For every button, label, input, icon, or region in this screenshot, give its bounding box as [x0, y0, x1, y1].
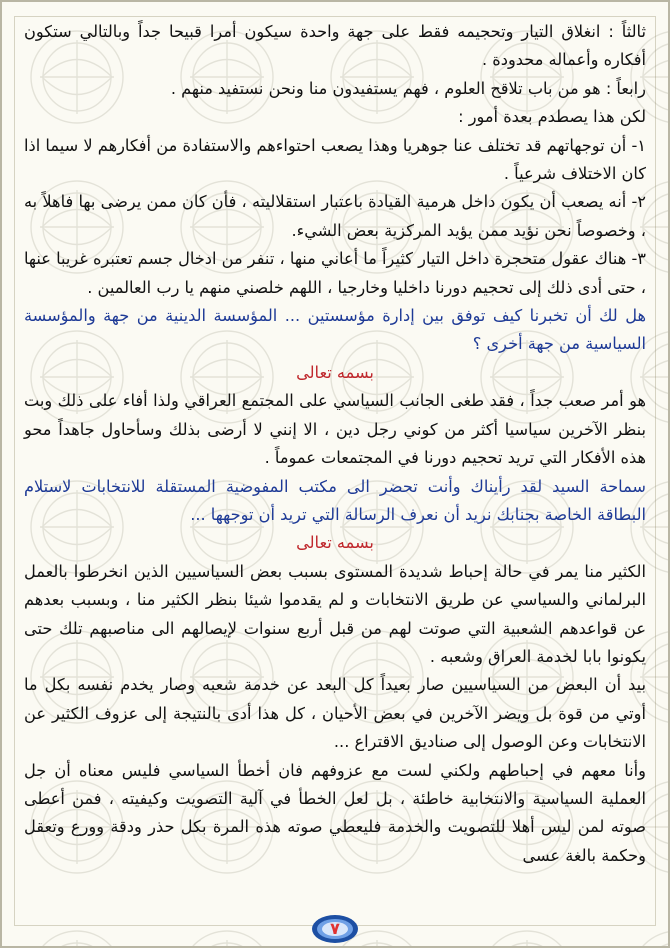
body-paragraph: هو أمر صعب جداً ، فقد طغى الجانب السياسي على المجتمع العراقي ولذا أفاء على ذلك وبت بنظر الآخرين سياسيا أكثر من كوني رجل دين ، الا إنني لا أرضى بذلك وسأحاول جاهداً محو هذه الأفكار التي تريد تحجيم دورنا في المجتمعات عموماً .: [24, 391, 646, 468]
body-paragraph: الكثير منا يمر في حالة إحباط شديدة المستوى بسبب بعض السياسيين الذين انخرطوا بالعمل البرلماني والسياسي عن طريق الانتخابات و لم يقدموا شيئا بنظر الكثير منا ، وبسبب بعدهم عن قواعدهم الشعبية التي صوتت لهم من قبل أربع سنوات لإيصالهم الى مناصبهم تلك حتى يكونوا بابا لخدمة العراق وشعبه .: [24, 561, 646, 666]
body-paragraph: بيد أن البعض من السياسيين صار بعيداً كل البعد عن خدمة شعبه وصار يخدم نفسه بكل ما أوتي من قوة بل ويضر الآخرين في بعض الأحيان ، كل هذا أدى بالنتيجة إلى عزوف الكثير عن الانتخابات وعن الوصول إلى صناديق الاقتراع ...: [24, 675, 646, 752]
body-paragraph: لكن هذا يصطدم بعدة أمور :: [458, 107, 646, 127]
body-paragraph: رابعاً : هو من باب تلاقح العلوم ، فهم يستفيدون منا ونحن نستفيد منهم .: [170, 78, 646, 98]
body-paragraph: ٢- أنه يصعب أن يكون داخل هرمية القيادة باعتبار استقلاليته ، فأن كان ممن يرضى بها فاهلاً به ، وخصوصاً نحن نؤيد ممن يؤيد المركزية بعض الشيء.: [24, 192, 646, 240]
interview-question: هل لك أن تخبرنا كيف توفق بين إدارة مؤسستين ... المؤسسة الدينية من جهة والمؤسسة السياسية من جهة أخرى ؟: [24, 306, 646, 354]
body-paragraph: ١- أن توجهاتهم قد تختلف عنا جوهريا وهذا يصعب احتواءهم والاستفادة من أفكارهم لا سيما اذا كان الاختلاف شرعياً .: [24, 135, 646, 184]
page-number-badge: [311, 914, 359, 944]
article-text: [24, 18, 646, 870]
body-paragraph: ثالثاً : انغلاق التيار وتحجيمه فقط على جهة واحدة سيكون أمرا قبيحا جداً وبالتالي ستكون أفكاره وأعماله محدودة .: [24, 22, 646, 70]
body-paragraph: ٣- هناك عقول متحجرة داخل التيار كثيراً ما أعاني منها ، تنفر من ادخال جسم تعتبره غريبا عنها ، حتى أدى ذلك إلى تحجيم دورنا داخليا وخارجيا ، اللهم خلصني منهم يا رب العالمين .: [24, 249, 646, 297]
section-heading: بسمه تعالى: [296, 362, 374, 382]
section-heading: بسمه تعالى: [296, 533, 374, 553]
body-paragraph: وأنا معهم في إحباطهم ولكني لست مع عزوفهم فان أخطأ السياسي فليس معناه أن جل العملية السياسية والانتخابية خاطئة ، بل لعل الخطأ في آلية التصويت وكيفيته ، فمن أعطى صوته لمن ليس أهلا للتصويت والخدمة فليعطي صوته هذه المرة بكل حذر ودقة وورع وتعقل وحكمة بالغة عسى: [24, 760, 646, 865]
page-number: ٧: [330, 919, 340, 938]
interview-question: سماحة السيد لقد رأيناك وأنت تحضر الى مكتب المفوضية المستقلة للانتخابات لاستلام البطاقة الخاصة بجنابك نريد أن نعرف الرسالة التي تريد أن توجهها ...: [24, 476, 646, 524]
